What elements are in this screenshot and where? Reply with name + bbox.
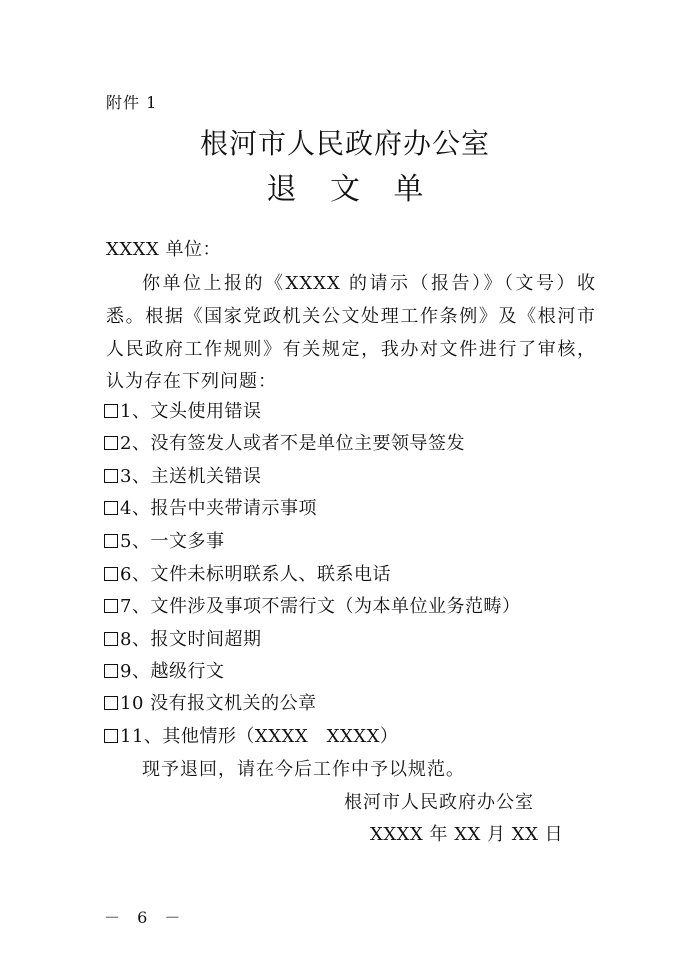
checkbox-icon [104, 599, 118, 613]
checkbox-icon [104, 404, 118, 418]
checklist-item [104, 628, 261, 652]
document-title-org: 根河市人民政府办公室 [199, 127, 490, 160]
addressee: XXXX 单位： [106, 239, 221, 260]
checklist-item-label: 2、没有签发人或者不是单位主要领导签发 [120, 433, 465, 454]
checklist-item-label: 10 没有报文机关的公章 [120, 693, 317, 714]
checkbox-icon [104, 469, 118, 483]
checkbox-icon [104, 436, 118, 450]
checkbox-icon [104, 534, 118, 548]
checklist-item-label: 7、文件涉及事项不需行文（为本单位业务范畴） [120, 596, 521, 617]
checklist-item-label: 4、报告中夹带请示事项 [120, 498, 317, 519]
checklist-item [104, 595, 520, 619]
checkbox-icon [104, 664, 118, 678]
attachment-label: 附件 1 [106, 93, 158, 112]
checklist-item [104, 432, 465, 456]
body-paragraph: 你单位上报的《XXXX 的请示（报告）》（文号）收悉。根据《国家党政机关公文处理工作条例》及《根河市人民政府工作规则》有关规定，我办对文件进行了审核，认为存在下列问题： [106, 273, 596, 393]
checklist-item [104, 725, 398, 749]
checklist-item [104, 692, 317, 716]
checklist-item [104, 660, 224, 684]
checklist-item-label: 11、其他情形（XXXX XXXX） [120, 726, 399, 747]
checkbox-icon [104, 632, 118, 646]
checklist-item-label: 8、报文时间超期 [120, 629, 262, 650]
checklist-item [104, 465, 261, 489]
checklist-item-label: 1、文头使用错误 [120, 401, 262, 422]
signature-org: 根河市人民政府办公室 [344, 792, 534, 813]
signature-date: XXXX 年 XX 月 XX 日 [370, 824, 564, 845]
checklist-item-label: 5、一文多事 [120, 531, 225, 552]
closing-statement: 现予退回，请在今后工作中予以规范。 [142, 759, 465, 780]
checklist-item-label: 6、文件未标明联系人、联系电话 [120, 564, 391, 585]
checklist-item [104, 563, 391, 587]
checklist-item [104, 530, 224, 554]
checklist-item-label: 3、主送机关错误 [120, 466, 262, 487]
checklist-item-label: 9、越级行文 [120, 661, 225, 682]
checklist-item [104, 497, 317, 521]
checkbox-icon [104, 729, 118, 743]
checkbox-icon [104, 567, 118, 581]
checklist-item [104, 400, 261, 424]
checkbox-icon [104, 696, 118, 710]
checkbox-icon [104, 501, 118, 515]
page-number: － 6 － [104, 908, 187, 927]
document-title: 退 文 单 [266, 172, 436, 207]
